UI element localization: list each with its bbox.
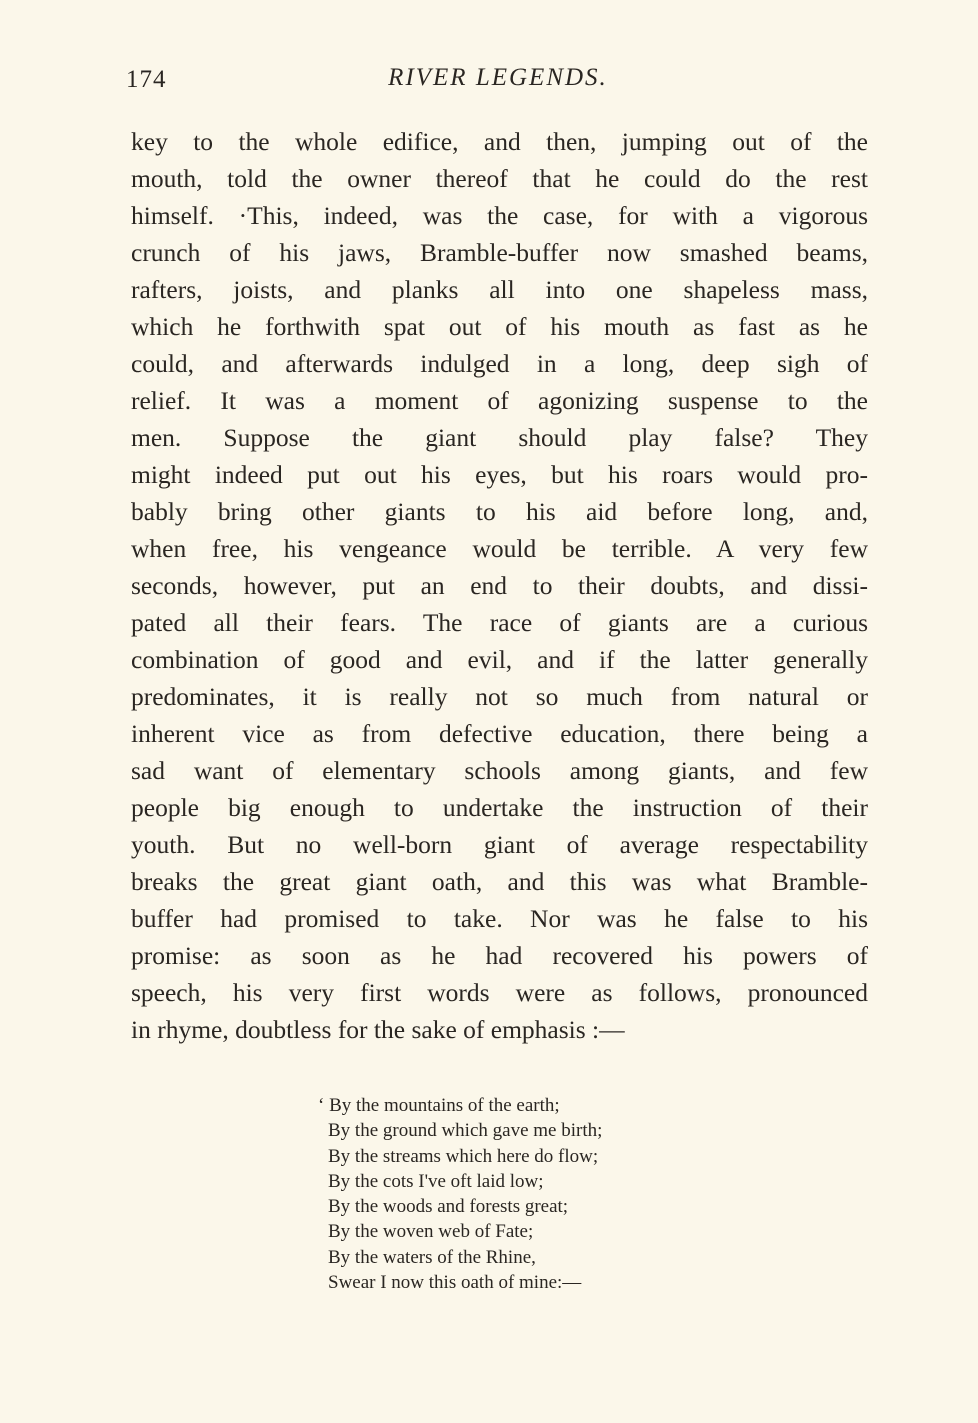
text-line: seconds, however, put an end to their doubts, and dissi- bbox=[131, 571, 868, 600]
text-line: promise: as soon as he had recovered his powers of bbox=[131, 941, 868, 970]
text-line: which he forthwith spat out of his mouth as fast as he bbox=[131, 312, 868, 341]
verse-line: Swear I now this oath of mine:— bbox=[328, 1272, 582, 1294]
text-line: himself. ·This, indeed, was the case, for with a vigorous bbox=[131, 201, 868, 230]
running-head: RIVER LEGENDS. bbox=[388, 64, 608, 91]
text-line: speech, his very first words were as follows, pronounced bbox=[131, 978, 868, 1007]
text-line: breaks the great giant oath, and this was what Bramble- bbox=[131, 867, 868, 896]
verse-block bbox=[318, 1093, 602, 1295]
verse-line: By the streams which here do flow; bbox=[328, 1145, 599, 1167]
text-line: predominates, it is really not so much from natural or bbox=[131, 682, 868, 711]
text-line: in rhyme, doubtless for the sake of emphasis :— bbox=[131, 1015, 625, 1044]
text-line: sad want of elementary schools among giants, and few bbox=[131, 756, 868, 785]
text-line: buffer had promised to take. Nor was he false to his bbox=[131, 904, 868, 933]
text-line: youth. But no well-born giant of average respectability bbox=[131, 830, 868, 859]
text-line: rafters, joists, and planks all into one shapeless mass, bbox=[131, 275, 868, 304]
text-line: pated all their fears. The race of giants are a curious bbox=[131, 608, 868, 637]
verse-line: By the woods and forests great; bbox=[328, 1196, 569, 1218]
text-line: key to the whole edifice, and then, jumping out of the bbox=[131, 127, 868, 156]
text-line: bably bring other giants to his aid before long, and, bbox=[131, 497, 868, 526]
verse-line: By the cots I've oft laid low; bbox=[328, 1170, 544, 1192]
text-line: crunch of his jaws, Bramble-buffer now smashed beams, bbox=[131, 238, 868, 267]
verse-line: By the waters of the Rhine, bbox=[328, 1246, 536, 1268]
text-line: could, and afterwards indulged in a long, deep sigh of bbox=[131, 349, 868, 378]
body-text bbox=[131, 123, 868, 1048]
verse-line: ‘ By the mountains of the earth; bbox=[318, 1095, 560, 1116]
text-line: combination of good and evil, and if the latter generally bbox=[131, 645, 868, 674]
text-line: people big enough to undertake the instruction of their bbox=[131, 793, 868, 822]
verse-line: By the ground which gave me birth; bbox=[328, 1120, 603, 1142]
verse-line: By the woven web of Fate; bbox=[328, 1221, 534, 1243]
text-line: relief. It was a moment of agonizing suspense to the bbox=[131, 386, 868, 415]
text-line: men. Suppose the giant should play false? They bbox=[131, 423, 868, 452]
text-line: might indeed put out his eyes, but his roars would pro- bbox=[131, 460, 868, 489]
page-number: 174 bbox=[126, 66, 167, 93]
text-line: when free, his vengeance would be terrible. A very few bbox=[131, 534, 868, 563]
text-line: inherent vice as from defective education, there being a bbox=[131, 719, 868, 748]
text-line: mouth, told the owner thereof that he could do the rest bbox=[131, 164, 868, 193]
